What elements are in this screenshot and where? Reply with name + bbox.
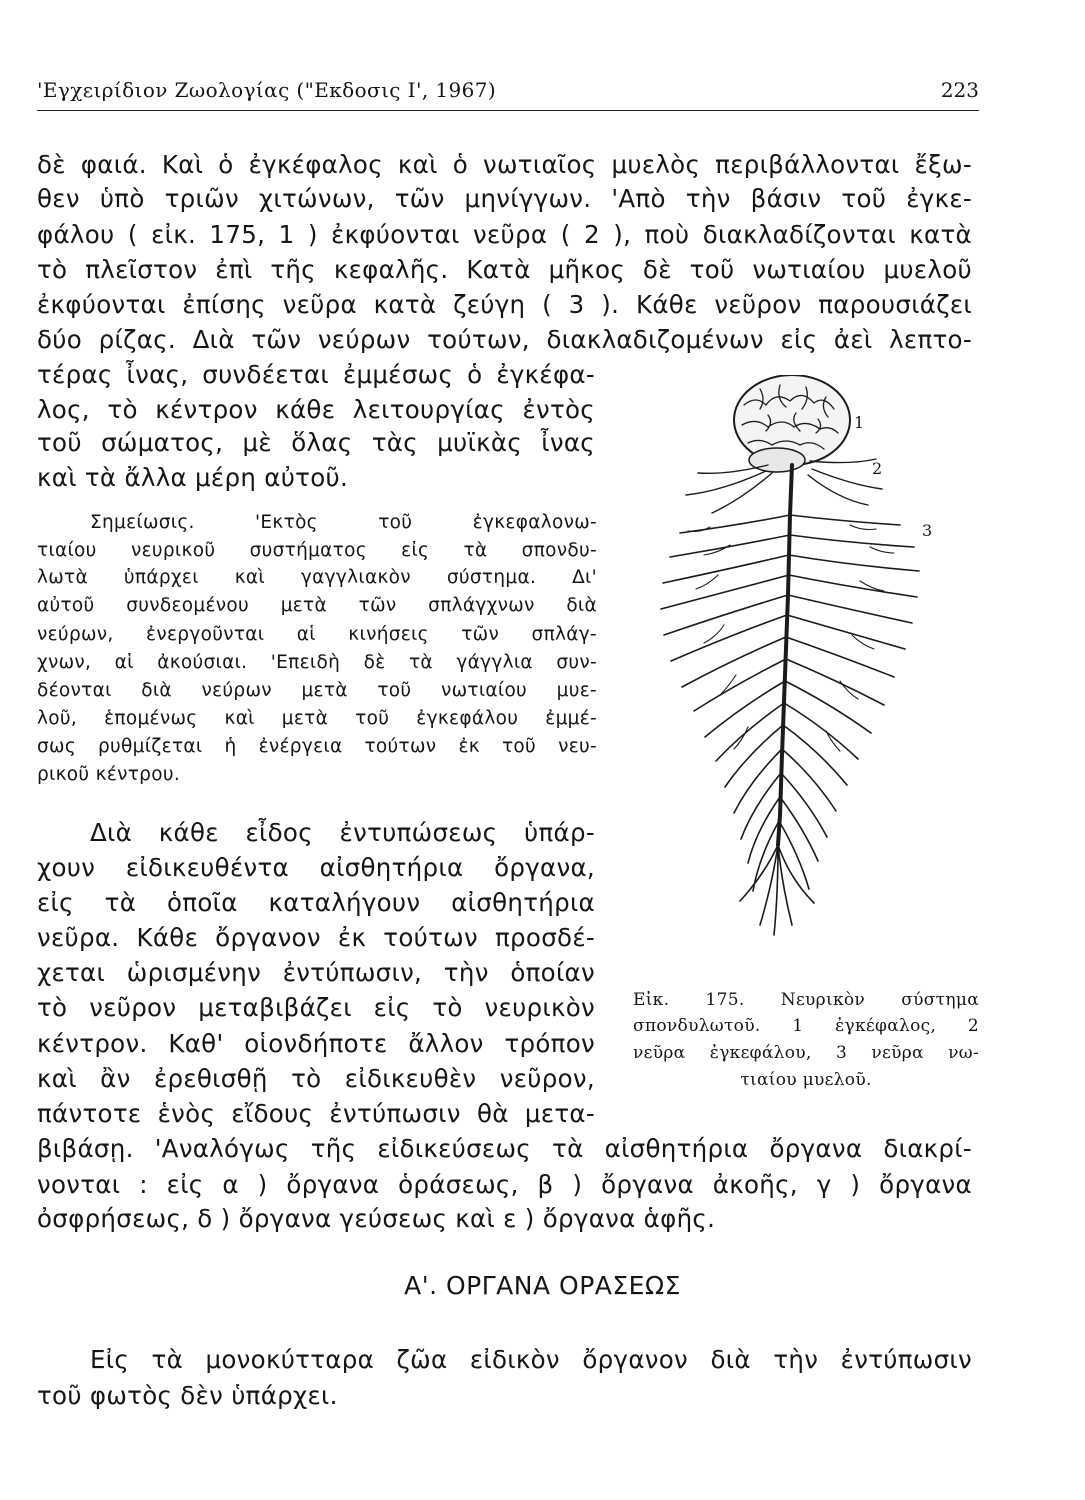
- caption-line: Εἰκ. 175. Νευρικὸν σύστημα: [633, 990, 979, 1010]
- nervous-system-figure: [640, 375, 980, 985]
- text-line: τὸ πλεῖστον ἐπὶ τῆς κεφαλῆς. Κατὰ μῆκος δὲ τοῦ νωτιαίου μυελοῦ: [37, 255, 972, 284]
- note-line: νεύρων, ἐνεργοῦνται αἱ κινήσεις τῶν σπλάγ-: [37, 624, 597, 645]
- text-line: βιβάσῃ. 'Αναλόγως τῆς εἰδικεύσεως τὰ αἰσθητήρια ὄργανα διακρί-: [37, 1134, 972, 1163]
- caption-line: τιαίου μυελοῦ.: [740, 1070, 872, 1090]
- text-line: πάντοτε ἑνὸς εἴδους ἐντύπωσιν θὰ μετα-: [37, 1099, 595, 1128]
- page-header: [37, 76, 979, 111]
- caption-line: νεῦρα ἐγκεφάλου, 3 νεῦρα νω-: [633, 1043, 979, 1063]
- text-line: εἰς τὰ ὁποῖα καταλήγουν αἰσθητήρια: [37, 888, 595, 917]
- page-number: 223: [940, 78, 979, 102]
- note-line: σως ρυθμίζεται ἡ ἐνέργεια τούτων ἐκ τοῦ νευ-: [37, 736, 597, 757]
- text-line: καὶ τὰ ἄλλα μέρη αὐτοῦ.: [37, 463, 349, 492]
- text-line: Διὰ κάθε εἶδος ἐντυπώσεως ὑπάρ-: [90, 818, 595, 847]
- figure-label-cranial-nerves: 2: [872, 459, 883, 478]
- note-line: λωτὰ ὑπάρχει καὶ γαγγλιακὸν σύστημα. Δι': [37, 567, 597, 588]
- note-line: Σημείωσις. 'Εκτὸς τοῦ ἐγκεφαλονω-: [90, 512, 597, 533]
- text-line: νεῦρα. Κάθε ὄργανον ἐκ τούτων προσδέ-: [37, 923, 595, 952]
- note-line: ρικοῦ κέντρου.: [37, 764, 181, 785]
- text-line: νονται : εἰς α ) ὄργανα ὁράσεως, β ) ὄργανα ἀκοῆς, γ ) ὄργανα: [37, 1170, 972, 1199]
- note-line: τιαίου νευρικοῦ συστήματος εἰς τὰ σπονδυ-: [37, 540, 597, 561]
- figure-label-spinal-nerves: 3: [922, 521, 933, 540]
- text-line: ἐκφύονται ἐπίσης νεῦρα κατὰ ζεύγη ( 3 ). Κάθε νεῦρον παρουσιάζει: [37, 290, 972, 319]
- text-line: καὶ ἂν ἐρεθισθῇ τὸ εἰδικευθὲν νεῦρον,: [37, 1064, 595, 1093]
- text-line: χεται ὡρισμένην ἐντύπωσιν, τὴν ὁποίαν: [37, 958, 595, 987]
- nervous-system-illustration: [640, 375, 980, 985]
- text-line: δὲ φαιά. Καὶ ὁ ἐγκέφαλος καὶ ὁ νωτιαῖος μυελὸς περιβάλλονται ἔξω-: [37, 150, 972, 179]
- text-line: ὀσφρήσεως, δ ) ὄργανα γεύσεως καὶ ε ) ὄργανα ἁφῆς.: [37, 1204, 716, 1233]
- text-line: τέρας ἶνας, συνδέεται ἐμμέσως ὁ ἐγκέφα-: [37, 360, 595, 389]
- figure-label-brain: 1: [854, 413, 865, 432]
- text-line: λος, τὸ κέντρον κάθε λειτουργίας ἐντὸς: [37, 395, 595, 424]
- text-line: τοῦ φωτὸς δὲν ὑπάρχει.: [37, 1381, 338, 1410]
- text-line: θεν ὑπὸ τριῶν χιτώνων, τῶν μηνίγγων. 'Απὸ τὴν βάσιν τοῦ ἐγκε-: [37, 184, 972, 213]
- caption-line: σπονδυλωτοῦ. 1 ἐγκέφαλος, 2: [633, 1016, 979, 1036]
- text-line: Εἰς τὰ μονοκύτταρα ζῶα εἰδικὸν ὄργανον διὰ τὴν ἐντύπωσιν: [90, 1345, 972, 1374]
- text-line: κέντρον. Καθ' οἱονδήποτε ἄλλον τρόπον: [37, 1029, 595, 1058]
- section-heading: Α'. ΟΡΓΑΝΑ ΟΡΑΣΕΩΣ: [404, 1271, 681, 1300]
- text-line: τὸ νεῦρον μεταβιβάζει εἰς τὸ νευρικὸν: [37, 993, 595, 1022]
- text-line: φάλου ( εἰκ. 175, 1 ) ἐκφύονται νεῦρα ( 2 ), ποὺ διακλαδίζονται κατὰ: [37, 220, 972, 249]
- running-title: 'Εγχειρίδιον Ζωολογίας ("Εκδοσις Ι', 1967): [37, 78, 497, 102]
- note-line: αὐτοῦ συνδεομένου μετὰ τῶν σπλάγχνων διὰ: [37, 595, 597, 616]
- text-line: τοῦ σώματος, μὲ ὅλας τὰς μυϊκὰς ἶνας: [37, 428, 595, 457]
- text-line: χουν εἰδικευθέντα αἰσθητήρια ὄργανα,: [37, 853, 595, 882]
- note-line: δέονται διὰ νεύρων μετὰ τοῦ νωτιαίου μυε-: [37, 680, 597, 701]
- note-line: χνων, αἱ ἀκούσιαι. 'Επειδὴ δὲ τὰ γάγγλια συν-: [37, 652, 597, 673]
- text-line: δύο ρίζας. Διὰ τῶν νεύρων τούτων, διακλαδιζομένων εἰς ἀεὶ λεπτο-: [37, 325, 972, 354]
- note-line: λοῦ, ἑπομένως καὶ μετὰ τοῦ ἐγκεφάλου ἐμμέ-: [37, 708, 597, 729]
